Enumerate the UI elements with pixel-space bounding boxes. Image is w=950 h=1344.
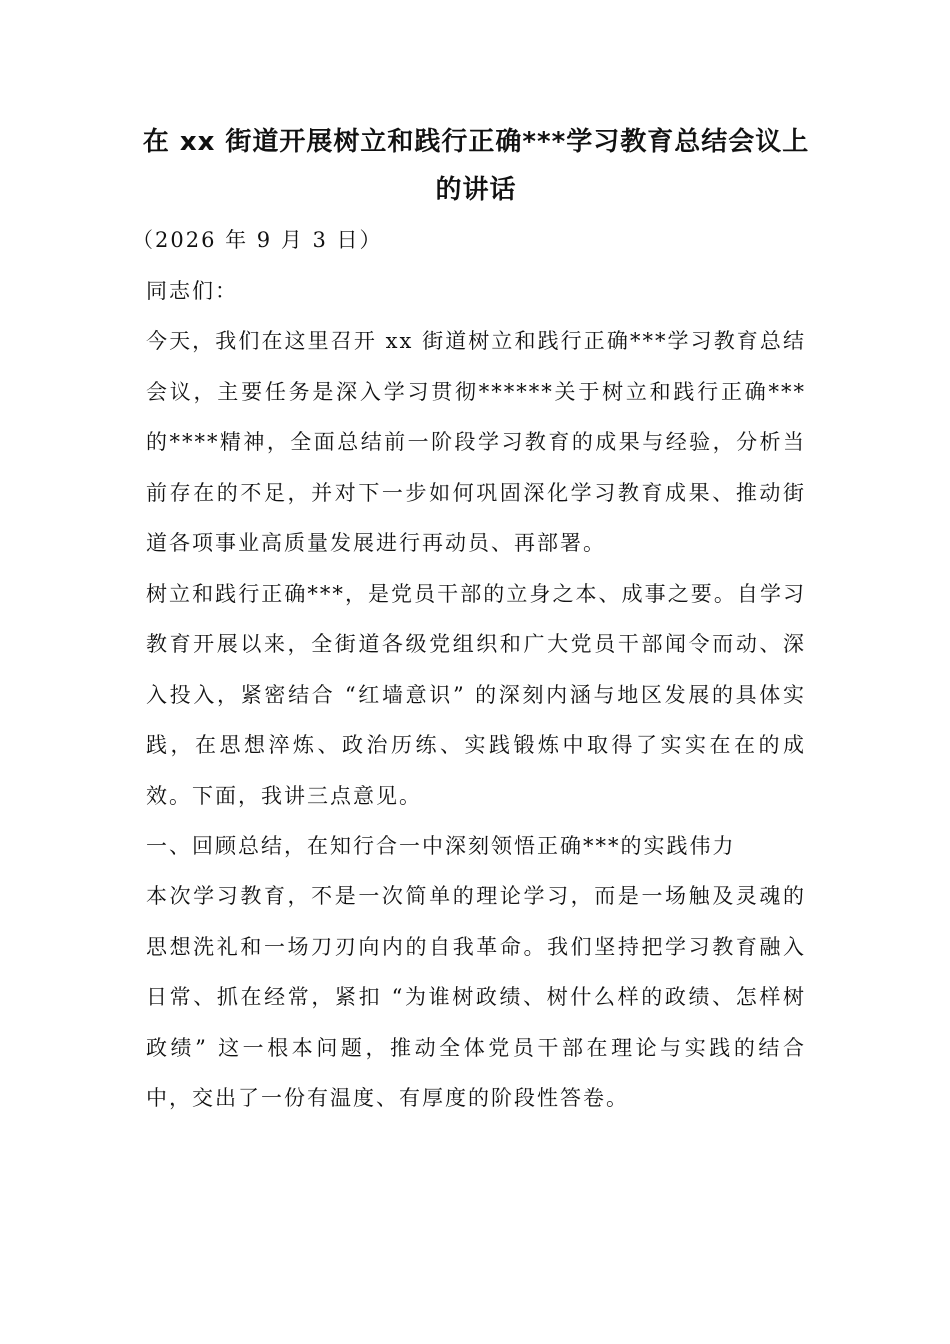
intro-paragraph: 今天，我们在这里召开 xx 街道树立和践行正确***学习教育总结会议，主要任务是深入学习贯彻******关于树立和践行正确***的****精神，全面总结前一阶段学习教育的成果与经验，分析当前存在的不足，并对下一步如何巩固深化学习教育成果、推动街道各项事业高质量发展进行再动员、再部署。 [146, 329, 806, 555]
document-body [132, 118, 810, 1124]
document-title: 在 xx 街道开展树立和践行正确***学习教育总结会议上的讲话 [142, 127, 810, 205]
section-heading: 一、回顾总结，在知行合一中深刻领悟正确***的实践伟力 [146, 834, 736, 858]
speech-date: （2026 年 9 月 3 日） [132, 228, 383, 252]
section-paragraph: 本次学习教育，不是一次简单的理论学习，而是一场触及灵魂的思想洗礼和一场刀刃向内的自我革命。我们坚持把学习教育融入日常、抓在经常，紧扣 “为谁树政绩、树什么样的政绩、怎样树政绩” 这一根本问题，推动全体党员干部在理论与实践的结合中，交出了一份有温度、有厚度的阶段性答卷。 [146, 884, 806, 1110]
body-paragraph: 树立和践行正确***，是党员干部的立身之本、成事之要。自学习教育开展以来，全街道各级党组织和广大党员干部闻令而动、深入投入，紧密结合 “红墙意识” 的深刻内涵与地区发展的具体实践，在思想淬炼、政治历练、实践锻炼中取得了实实在在的成效。下面，我讲三点意见。 [146, 581, 806, 808]
salutation: 同志们： [146, 279, 238, 303]
